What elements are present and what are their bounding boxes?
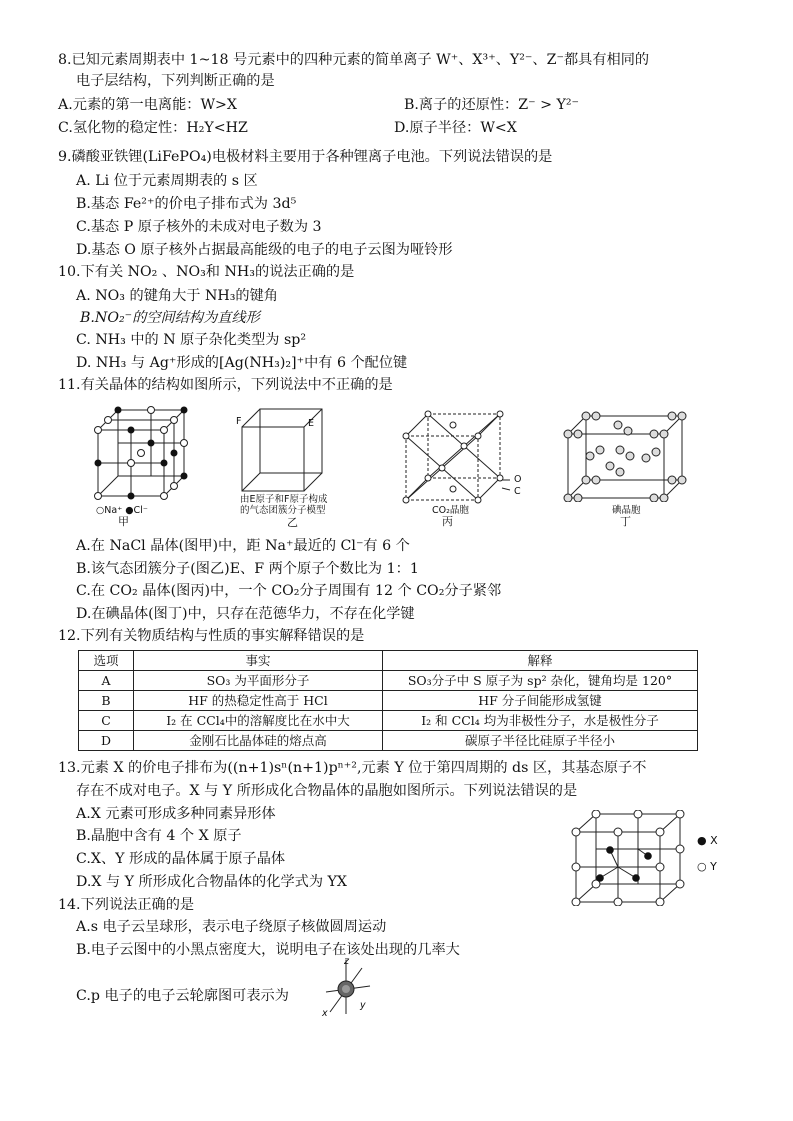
- row-option: C: [79, 711, 134, 731]
- q11-option-d: D.在碘晶体(图丁)中，只存在范德华力，不存在化学键: [76, 606, 415, 622]
- table-row: [79, 671, 698, 691]
- nacl-crystal-figure: [88, 402, 198, 502]
- header-fact: 事实: [134, 651, 383, 671]
- figure-ding-label: 丁: [620, 515, 631, 528]
- q13-stem-line2: 存在不成对电子。X 与 Y 所形成化合物晶体的晶胞如图所示。下列说法错误的是: [76, 783, 578, 799]
- q10-option-a: A. NO₃ 的键角大于 NH₃的键角: [76, 288, 278, 304]
- table-header-row: [79, 651, 698, 671]
- table-row: [79, 711, 698, 731]
- q14-stem: 14.下列说法正确的是: [58, 897, 195, 913]
- q11-stem: 11.有关晶体的结构如图所示，下列说法中不正确的是: [58, 377, 393, 393]
- row-option: B: [79, 691, 134, 711]
- q9-option-b: B.基态 Fe²⁺的价电子排布式为 3d⁵: [76, 196, 297, 212]
- row-option: A: [79, 671, 134, 691]
- q12-stem: 12.下列有关物质结构与性质的事实解释错误的是: [58, 628, 365, 644]
- co2-caption: CO₂晶胞: [432, 505, 469, 516]
- q8-option-a: A.元素的第一电离能：W>X: [58, 97, 238, 113]
- q9-option-d: D.基态 O 原子核外占据最高能级的电子的电子云图为哑铃形: [76, 242, 453, 258]
- q8-stem-line1: 8.已知元素周期表中 1~18 号元素中的四种元素的简单离子 W⁺、X³⁺、Y²⁻、Z⁻都具有相同的: [58, 52, 650, 68]
- q10-option-b: B.NO₂⁻的空间结构为直线形: [80, 310, 260, 326]
- atom-e-label: E: [308, 418, 315, 429]
- row-explanation: 碳原子半径比硅原子半径小: [383, 731, 698, 751]
- cluster-caption-1: 由E原子和F原子构成: [240, 494, 328, 505]
- q9-option-c: C.基态 P 原子核外的未成对电子数为 3: [76, 219, 322, 235]
- q8-option-b: B.离子的还原性：Z⁻ > Y²⁻: [404, 97, 580, 113]
- row-option: D: [79, 731, 134, 751]
- row-fact: 金刚石比晶体硅的熔点高: [134, 731, 383, 751]
- gas-cluster-figure: [234, 405, 334, 497]
- co2-o-label: O: [514, 474, 522, 485]
- xy-crystal-figure: [570, 810, 694, 906]
- q13-option-d: D.X 与 Y 所形成化合物晶体的化学式为 YX: [76, 874, 347, 890]
- figure-bing-label: 丙: [442, 515, 453, 528]
- row-explanation: HF 分子间能形成氢键: [383, 691, 698, 711]
- q10-option-d: D. NH₃ 与 Ag⁺形成的[Ag(NH₃)₂]⁺中有 6 个配位键: [76, 355, 408, 371]
- figure-yi-label: 乙: [287, 516, 298, 529]
- q10-option-c: C. NH₃ 中的 N 原子杂化类型为 sp²: [76, 332, 307, 348]
- legend-y: ○ Y: [697, 860, 717, 873]
- header-option: 选项: [79, 651, 134, 671]
- q13-option-b: B.晶胞中含有 4 个 X 原子: [76, 828, 242, 844]
- figure-jia-label: 甲: [118, 515, 129, 528]
- q8-option-c: C.氢化物的稳定性：H₂Y<HZ: [58, 120, 248, 136]
- q13-option-a: A.X 元素可形成多种同素异形体: [76, 806, 276, 822]
- table-row: [79, 731, 698, 751]
- q14-option-c: C.p 电子的电子云轮廓图可表示为: [76, 988, 289, 1004]
- q10-stem: 10.下有关 NO₂ 、NO₃和 NH₃的说法正确的是: [58, 264, 355, 280]
- row-fact: HF 的热稳定性高于 HCl: [134, 691, 383, 711]
- atom-f-label: F: [236, 416, 242, 427]
- q8-option-d: D.原子半径：W<X: [394, 120, 517, 136]
- table-row: [79, 691, 698, 711]
- legend-x: ● X: [697, 834, 718, 847]
- axis-y-label: y: [360, 1000, 366, 1011]
- q11-option-a: A.在 NaCl 晶体(图甲)中，距 Na⁺最近的 Cl⁻有 6 个: [76, 538, 410, 554]
- iodine-caption: 碘晶胞: [612, 505, 641, 516]
- q8-stem-line2: 电子层结构，下列判断正确的是: [76, 73, 275, 89]
- q14-option-b: B.电子云图中的小黑点密度大，说明电子在该处出现的几率大: [76, 942, 460, 958]
- header-explanation: 解释: [383, 651, 698, 671]
- row-fact: I₂ 在 CCl₄中的溶解度比在水中大: [134, 711, 383, 731]
- q13-stem-line1: 13.元素 X 的价电子排布为((n+1)sⁿ(n+1)pⁿ⁺²,元素 Y 位于第四周期的 ds 区，其基态原子不: [58, 760, 647, 776]
- row-explanation: SO₃分子中 S 原子为 sp² 杂化，键角均是 120°: [383, 671, 698, 691]
- q11-option-b: B.该气态团簇分子(图乙)E、F 两个原子个数比为 1：1: [76, 561, 419, 577]
- q9-option-a: A. Li 位于元素周期表的 s 区: [76, 173, 258, 189]
- axis-x-label: x: [322, 1008, 328, 1019]
- q11-option-c: C.在 CO₂ 晶体(图丙)中，一个 CO₂分子周围有 12 个 CO₂分子紧邻: [76, 583, 502, 599]
- axis-z-label: z: [344, 956, 349, 967]
- q14-option-a: A.s 电子云呈球形，表示电子绕原子核做圆周运动: [76, 919, 387, 935]
- cluster-caption-2: 的气态团簇分子模型: [240, 505, 326, 516]
- q12-table: [78, 650, 698, 751]
- row-fact: SO₃ 为平面形分子: [134, 671, 383, 691]
- q13-option-c: C.X、Y 形成的晶体属于原子晶体: [76, 851, 286, 867]
- iodine-crystal-figure: [560, 410, 692, 502]
- row-explanation: I₂ 和 CCl₄ 均为非极性分子，水是极性分子: [383, 711, 698, 731]
- q9-stem: 9.磷酸亚铁锂(LiFePO₄)电极材料主要用于各种锂离子电池。下列说法错误的是: [58, 149, 553, 165]
- co2-crystal-figure: [398, 408, 524, 504]
- nacl-legend: ○Na⁺ ●Cl⁻: [96, 505, 148, 516]
- co2-c-label: C: [514, 486, 521, 497]
